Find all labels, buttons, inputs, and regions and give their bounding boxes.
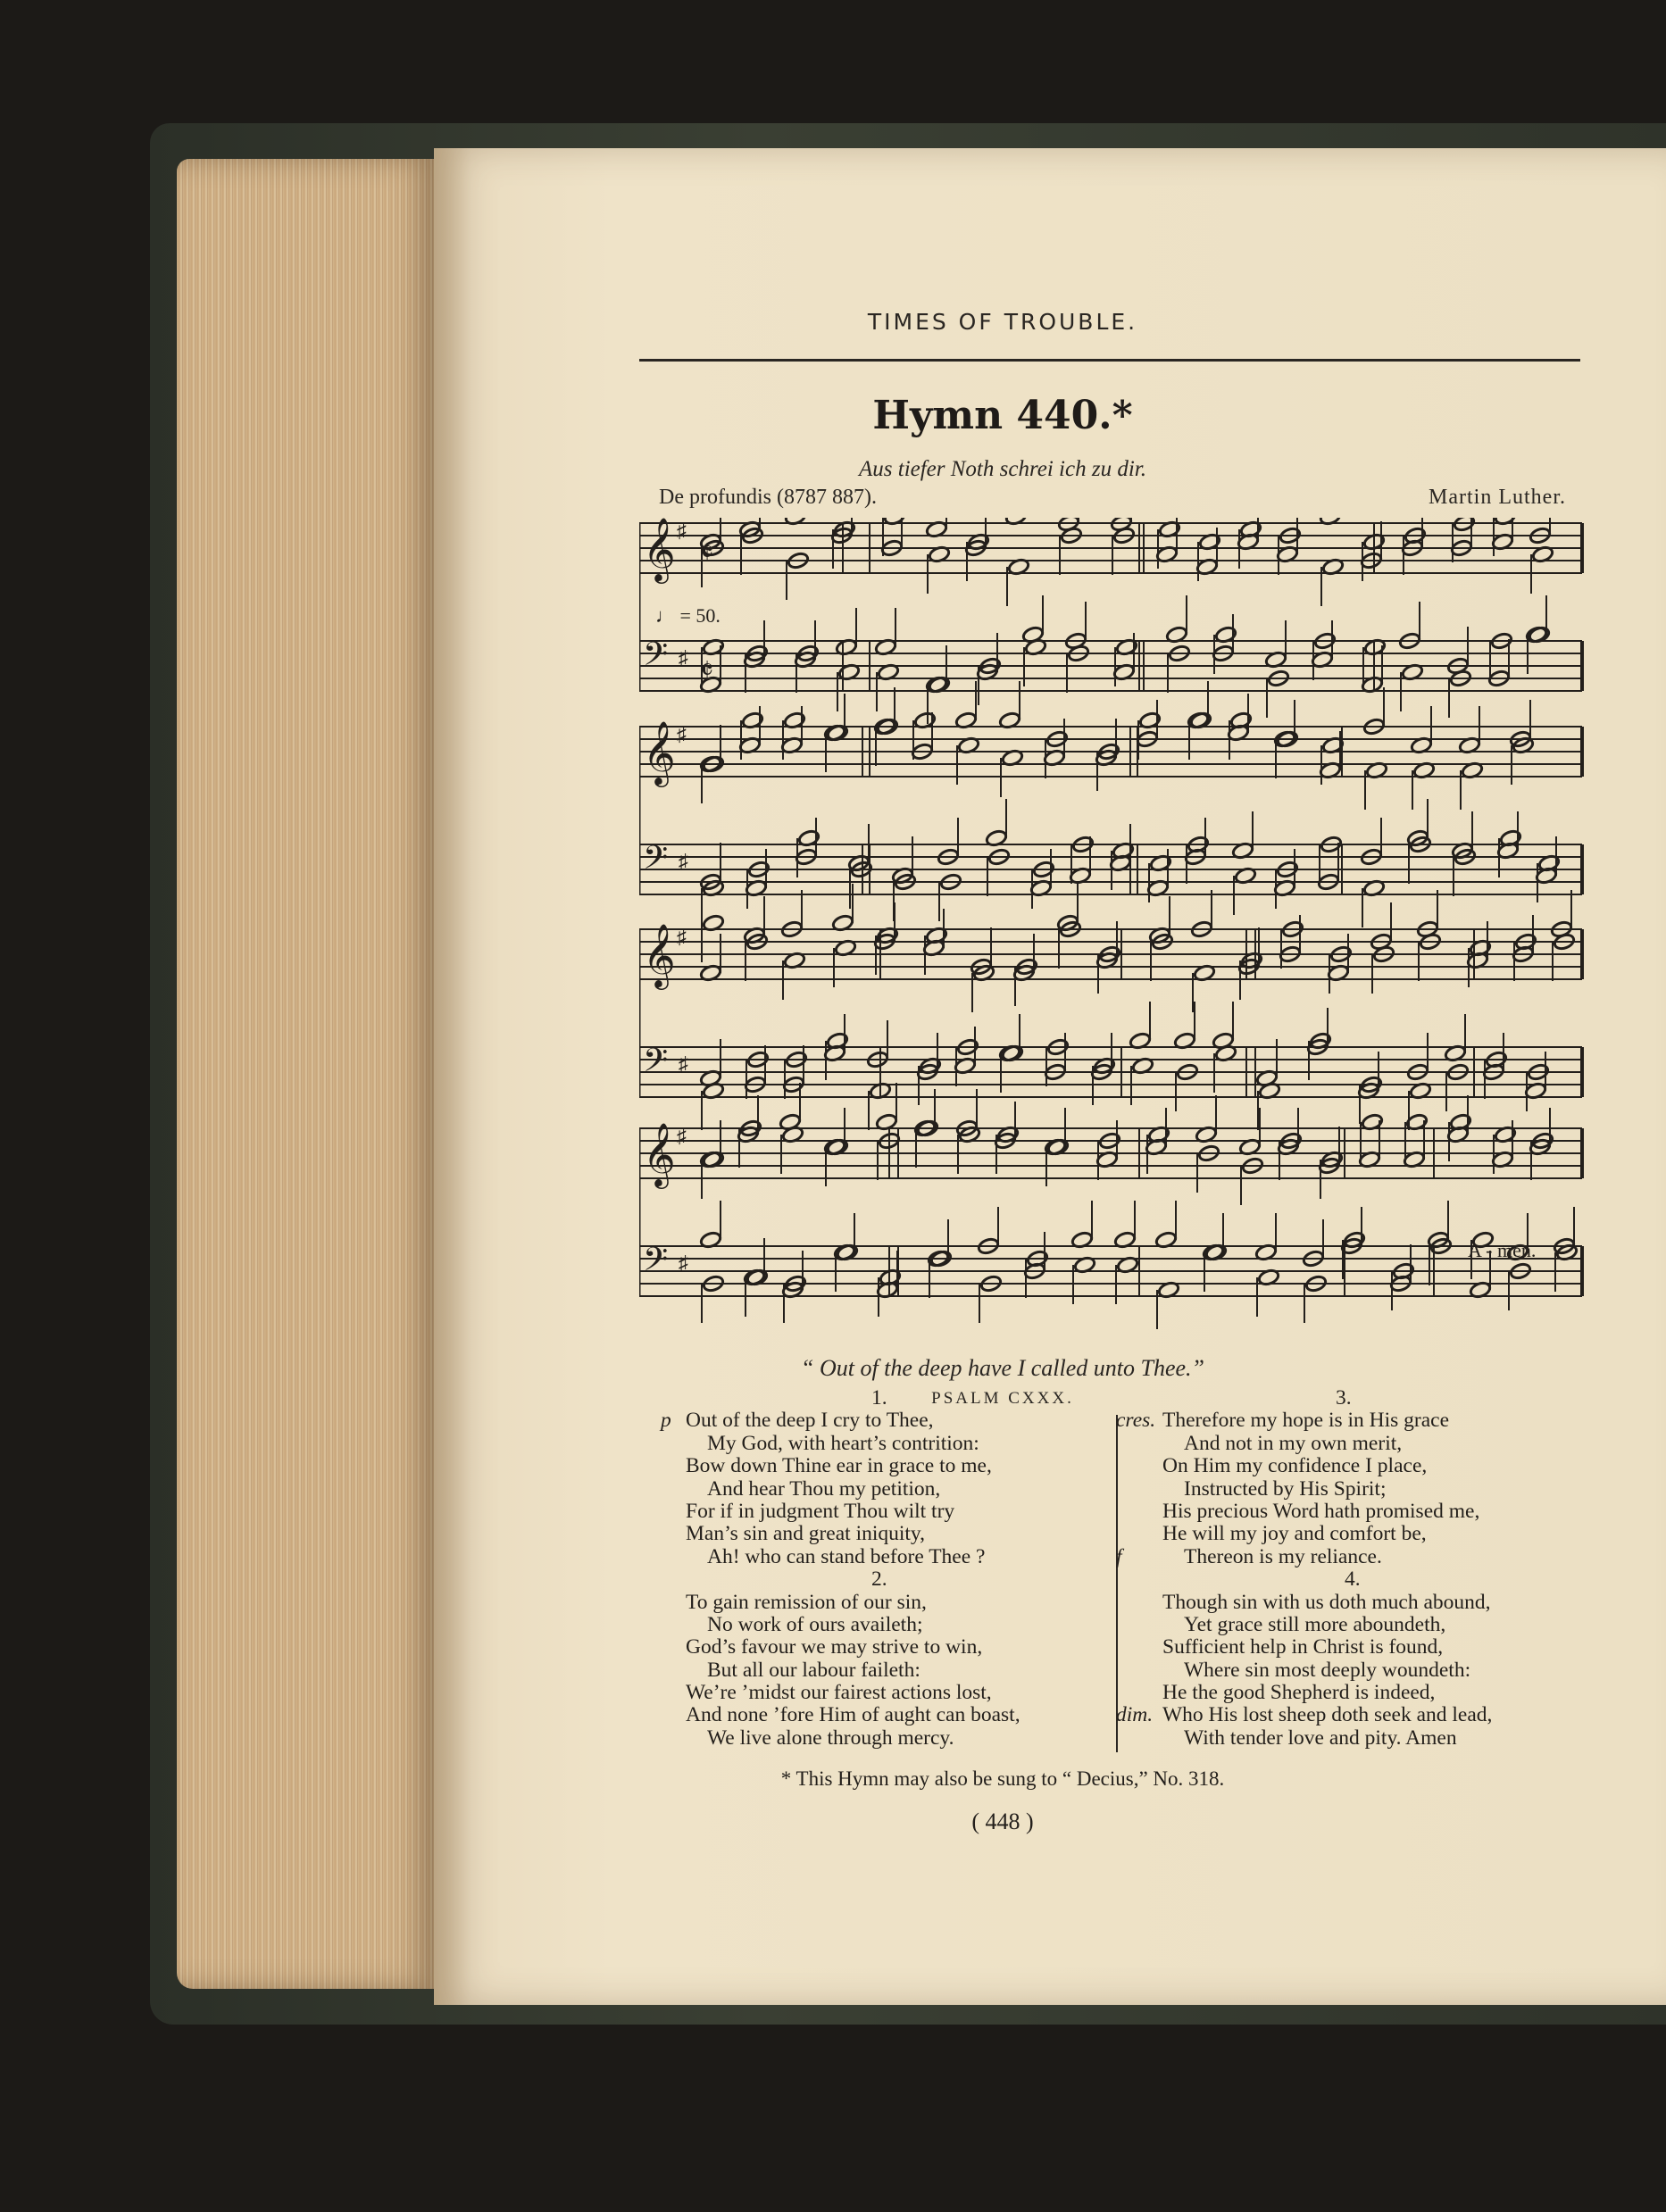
verse-line — [1116, 1546, 1598, 1568]
treble-clef: 𝄞 — [643, 520, 676, 580]
verse-number: 4. — [1345, 1568, 1361, 1592]
dynamic-mark: cres. — [1116, 1409, 1156, 1433]
verse-line — [1116, 1704, 1598, 1726]
verse-line — [661, 1523, 1107, 1545]
verse-text: He will my joy and comfort be, — [1162, 1522, 1427, 1546]
treble-clef: 𝄞 — [643, 723, 676, 784]
treble-clef: 𝄞 — [643, 1125, 676, 1185]
treble-clef: 𝄞 — [643, 926, 676, 986]
verse-text: Sufficient help in Christ is found, — [1162, 1635, 1444, 1659]
time-signature: 𝄵 — [700, 536, 714, 570]
dynamic-mark: p — [661, 1409, 671, 1433]
verse-number: 1. — [871, 1386, 887, 1410]
verse-text: Thereon is my reliance. — [1184, 1544, 1382, 1568]
verse-line — [1116, 1659, 1598, 1682]
verse-line — [661, 1592, 1107, 1614]
footnote: * This Hymn may also be sung to “ Decius,” No. 318. — [780, 1767, 1225, 1790]
verse-4 — [1116, 1592, 1598, 1750]
verse-text: Therefore my hope is in His grace — [1162, 1409, 1450, 1433]
verse-text: Bow down Thine ear in grace to me, — [686, 1454, 992, 1478]
bass-clef: 𝄢 — [643, 1242, 669, 1285]
verse-line — [661, 1682, 1107, 1704]
amen-text: A - men. — [1468, 1239, 1537, 1261]
verse-text: God’s favour we may strive to win, — [686, 1635, 983, 1659]
verse-text: Instructed by His Spirit; — [1184, 1476, 1387, 1501]
verse-text: We’re ’midst our fairest actions lost, — [686, 1681, 992, 1705]
verse-line — [661, 1546, 1107, 1568]
half-note-glyph: ♩ — [655, 604, 675, 627]
verse-text: We live alone through mercy. — [707, 1726, 954, 1750]
verse-line — [1116, 1523, 1598, 1545]
verse-line — [1116, 1455, 1598, 1477]
hymn-subtitle: Aus tiefer Noth schrei ich zu dir. — [859, 457, 1146, 481]
verse-line — [1116, 1682, 1598, 1704]
verse-line — [1116, 1433, 1598, 1455]
note-head — [1004, 518, 1027, 526]
verse-line — [1116, 1410, 1598, 1432]
verse-text: For if in judgment Thou wilt try — [686, 1499, 955, 1523]
verse-1 — [661, 1410, 1107, 1568]
verse-text: To gain remission of our sin, — [686, 1590, 927, 1614]
bass-clef: 𝄢 — [643, 840, 669, 884]
tempo-mark-text: = 50. — [679, 604, 721, 627]
time-signature: 𝄵 — [700, 654, 714, 687]
key-signature: ♯ — [679, 850, 688, 872]
music-score — [639, 518, 1587, 1339]
verse-text: With tender love and pity. Amen — [1184, 1726, 1457, 1750]
note-head — [784, 518, 806, 526]
verse-text: Where sin most deeply woundeth: — [1184, 1658, 1471, 1682]
verse-line — [1116, 1478, 1598, 1501]
bass-clef: 𝄢 — [643, 1043, 669, 1086]
verses-left-column — [661, 1387, 1107, 1750]
bass-clef: 𝄢 — [643, 636, 669, 680]
tune-name: De profundis (8787 887). — [659, 486, 877, 509]
tempo-mark — [655, 604, 721, 627]
key-signature: ♯ — [677, 926, 687, 948]
verse-text: He the good Shepherd is indeed, — [1162, 1681, 1436, 1705]
verse-line — [661, 1636, 1107, 1659]
verse-line — [1116, 1636, 1598, 1659]
verse-line — [661, 1433, 1107, 1455]
key-signature: ♯ — [679, 1252, 688, 1274]
key-signature: ♯ — [679, 1052, 688, 1075]
verse-line — [1116, 1614, 1598, 1636]
page-number: ( 448 ) — [971, 1809, 1034, 1834]
note-head — [1319, 518, 1341, 526]
verse-2 — [661, 1592, 1107, 1750]
verse-text: Yet grace still more aboundeth, — [1184, 1612, 1446, 1636]
verse-text: But all our labour faileth: — [707, 1658, 920, 1682]
scripture-quote: “ Out of the deep have I called unto Thee.” — [800, 1355, 1205, 1381]
verse-line — [1116, 1727, 1598, 1750]
verse-line — [661, 1501, 1107, 1523]
verse-line — [661, 1478, 1107, 1501]
verse-text: Who His lost sheep doth seek and lead, — [1162, 1703, 1493, 1727]
running-head: TIMES OF TROUBLE. — [867, 309, 1138, 335]
verse-number: 3. — [1336, 1386, 1352, 1410]
verse-text: And not in my own merit, — [1184, 1431, 1403, 1455]
verse-line — [1116, 1592, 1598, 1614]
verse-line — [661, 1455, 1107, 1477]
key-signature: ♯ — [677, 723, 687, 745]
verse-text: Though sin with us doth much abound, — [1162, 1590, 1491, 1614]
dynamic-mark: dim. — [1116, 1703, 1154, 1727]
verse-line — [661, 1727, 1107, 1750]
verse-text: His precious Word hath promised me, — [1162, 1499, 1480, 1523]
psalm-reference: PSALM CXXX. — [931, 1389, 1074, 1408]
verse-text: No work of ours availeth; — [707, 1612, 923, 1636]
dynamic-mark: f — [1116, 1544, 1122, 1568]
key-signature: ♯ — [677, 1125, 687, 1147]
composer-name: Martin Luther. — [1429, 486, 1566, 509]
hymn-title: Hymn 440.* — [872, 393, 1133, 438]
verse-text: Out of the deep I cry to Thee, — [686, 1409, 934, 1433]
verse-3 — [1116, 1410, 1598, 1568]
verse-text: And hear Thou my petition, — [707, 1476, 941, 1501]
verse-text: Man’s sin and great iniquity, — [686, 1522, 926, 1546]
verse-line — [661, 1659, 1107, 1682]
head-rule — [639, 359, 1580, 362]
verse-text: And none ’fore Him of aught can boast, — [686, 1703, 1020, 1727]
verse-text: Ah! who can stand before Thee ? — [707, 1544, 986, 1568]
verse-number: 2. — [871, 1568, 887, 1592]
verse-line — [661, 1704, 1107, 1726]
verse-text: On Him my confidence I place, — [1162, 1454, 1428, 1478]
verse-line — [1116, 1501, 1598, 1523]
verse-line — [661, 1410, 1107, 1432]
verse-text: My God, with heart’s contrition: — [707, 1431, 979, 1455]
verses-right-column — [1116, 1387, 1598, 1750]
key-signature: ♯ — [679, 646, 688, 669]
verse-line — [661, 1614, 1107, 1636]
key-signature: ♯ — [677, 520, 687, 542]
